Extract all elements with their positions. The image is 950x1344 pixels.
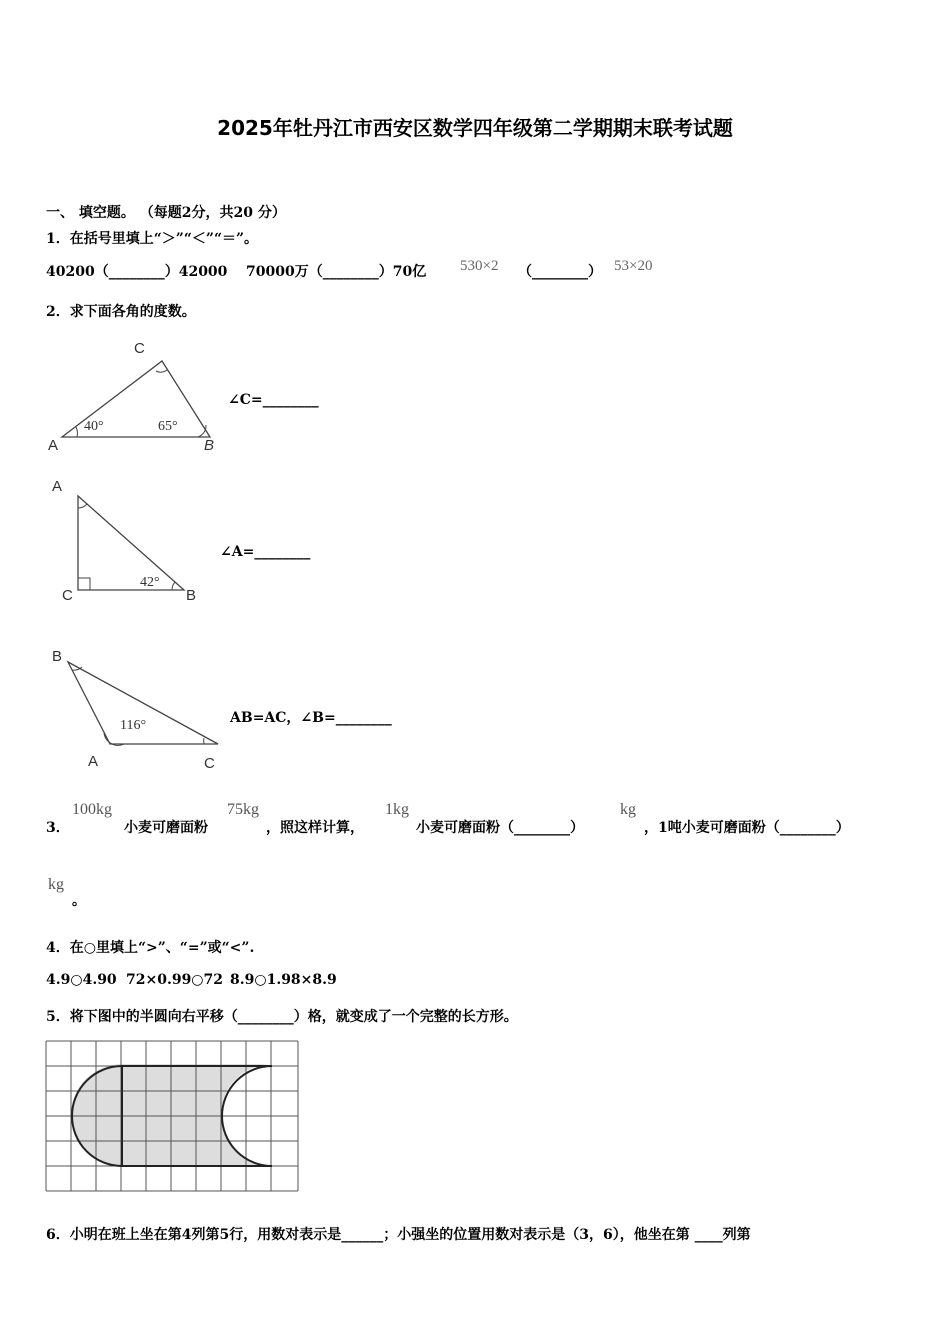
- triangle-2-figure: [44, 470, 214, 610]
- triangle-1-arc-c: [156, 370, 167, 372]
- q4-item-2: 72×0.99○72: [126, 972, 224, 988]
- q3-text-3: 小麦可磨面粉（________）: [416, 820, 584, 836]
- triangle-1-angle-a: 40°: [84, 419, 104, 434]
- grid-shaded-middle: [122, 1064, 272, 1166]
- q4-prompt: 4．在○里填上“>”、“=”或“<”.: [46, 940, 255, 956]
- q1-part2: 70000万（________）70亿: [246, 264, 427, 280]
- q3-text-4: ，1吨小麦可磨面粉（________）: [644, 820, 850, 836]
- q4-item-1: 4.9○4.90: [46, 972, 117, 988]
- q2-answer-1: ∠C=________: [228, 392, 319, 408]
- q2-answer-2: ∠A=________: [220, 544, 311, 560]
- triangle-2-arc-a: [78, 504, 87, 508]
- q1-prompt: 1．在括号里填上“＞”“＜”“＝”。: [46, 231, 259, 247]
- grid-figure: [44, 1039, 302, 1195]
- q5-prompt: 5．将下图中的半圆向右平移（________）格，就变成了一个完整的长方形。: [46, 1009, 518, 1025]
- q3-text-1: 小麦可磨面粉: [124, 820, 208, 836]
- page-title: 2025年牡丹江市西安区数学四年级第二学期期末联考试题: [217, 116, 733, 140]
- grid-lines: [46, 1041, 298, 1191]
- triangle-1-arc-a: [76, 427, 77, 437]
- triangle-3-figure: [44, 640, 234, 780]
- triangle-1-label-a: A: [48, 437, 59, 454]
- triangle-2-label-a: A: [52, 478, 63, 495]
- q6-prompt: 6．小明在班上坐在第4列第5行，用数对表示是______；小强坐的位置用数对表示是（3，6），他坐在第 ____列第: [46, 1227, 751, 1243]
- q3-weight-100kg: 100kg: [72, 801, 112, 818]
- q1-expr-left: 530×2: [460, 258, 499, 274]
- q1-expr-right: 53×20: [614, 258, 653, 274]
- triangle-2-right-angle: [78, 578, 90, 590]
- triangle-2-arc-b: [172, 582, 175, 590]
- q3-unit-kg-1: kg: [620, 801, 636, 818]
- triangle-2-angle-b: 42°: [140, 575, 160, 590]
- triangle-3-label-a: A: [88, 753, 99, 770]
- q3-number: 3．: [46, 820, 70, 836]
- q3-weight-75kg: 75kg: [227, 801, 259, 818]
- triangle-1-figure: [44, 335, 234, 455]
- q1-part3: （________）: [518, 264, 602, 280]
- q3-weight-1kg: 1kg: [385, 801, 409, 818]
- q1-part1: 40200（________）42000: [46, 264, 228, 280]
- triangle-3-label-b: B: [52, 648, 63, 665]
- q3-unit-kg-2: kg: [48, 876, 64, 893]
- triangle-3-angle-a: 116°: [120, 718, 147, 733]
- triangle-1-arc-b: [198, 425, 206, 437]
- triangle-2-label-c: C: [62, 587, 73, 604]
- q2-prompt: 2．求下面各角的度数。: [46, 304, 196, 320]
- q3-text-2: ，照这样计算，: [266, 820, 364, 836]
- triangle-3-label-c: C: [204, 755, 215, 772]
- triangle-1-label-b: B: [204, 437, 215, 454]
- q4-item-3: 8.9○1.98×8.9: [230, 972, 337, 988]
- q3-text-5: 。: [72, 893, 86, 909]
- triangle-1-angle-b: 65°: [158, 419, 178, 434]
- triangle-2-label-b: B: [186, 587, 197, 604]
- triangle-1-label-c: C: [134, 340, 145, 357]
- section-heading: 一、 填空题。 （每题2分，共20 分）: [46, 205, 286, 221]
- q2-answer-3: AB=AC，∠B=________: [230, 710, 392, 726]
- triangle-2-shape: [78, 496, 184, 590]
